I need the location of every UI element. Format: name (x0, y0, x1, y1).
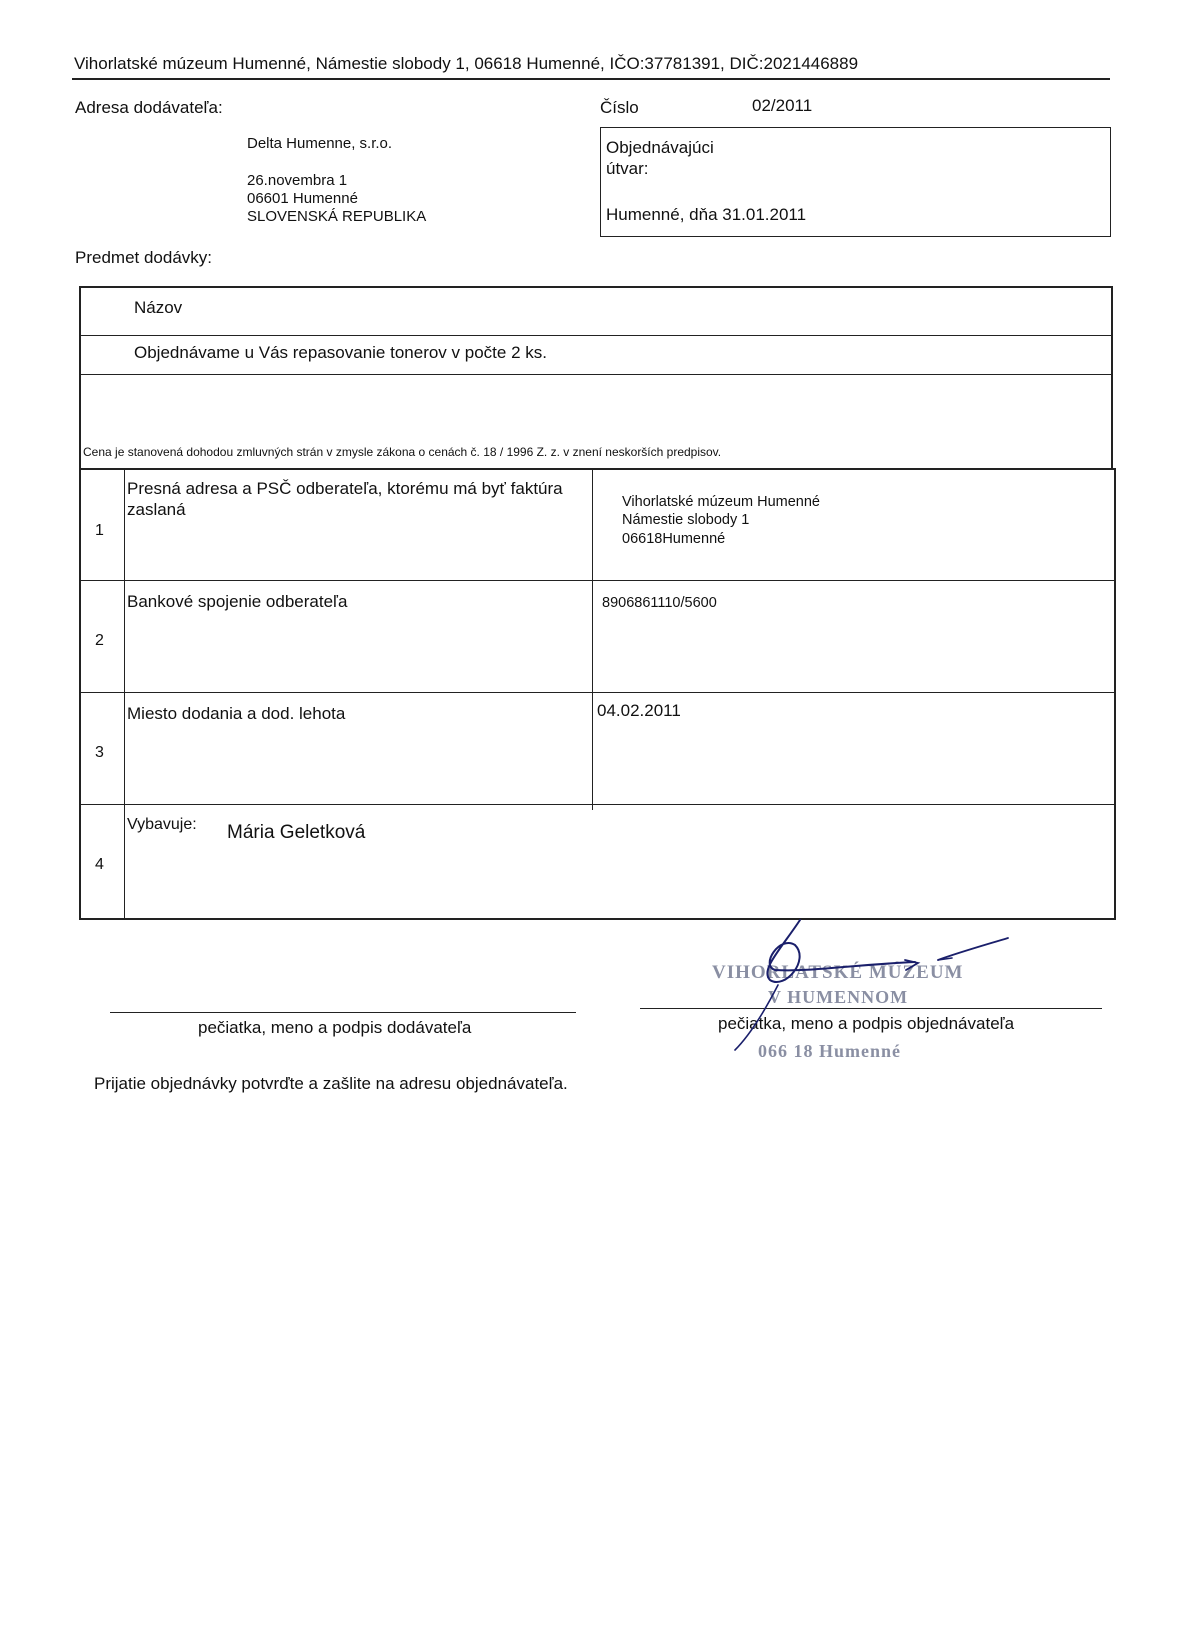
details-table (79, 468, 1116, 920)
supplier-signature-caption: pečiatka, meno a podpis dodávateľa (198, 1018, 472, 1037)
row-number: 1 (95, 522, 104, 539)
bank-account-label: Bankové spojenie odberateľa (127, 592, 348, 611)
invoice-address-line2: Námestie slobody 1 (622, 512, 750, 528)
handwritten-signature (700, 910, 1020, 1060)
stamp-line-3: 066 18 Humenné (758, 1041, 902, 1061)
supplier-name: Delta Humenne, s.r.o. (247, 135, 393, 152)
row-divider-1 (81, 580, 1114, 581)
handled-by-value: Mária Geletková (227, 822, 366, 843)
buyer-signature-caption: pečiatka, meno a podpis objednávateľa (718, 1014, 1015, 1033)
bank-account-value: 8906861110/5600 (602, 595, 717, 611)
row-number: 3 (95, 744, 104, 761)
row-number: 2 (95, 632, 104, 649)
order-number-label: Číslo (600, 98, 639, 117)
header-divider (72, 78, 1110, 80)
row-divider-3 (81, 804, 1114, 805)
department-label-line2: útvar: (606, 159, 649, 178)
number-column-divider (124, 470, 125, 918)
order-date: Humenné, dňa 31.01.2011 (606, 205, 807, 224)
supplier-address-label: Adresa dodávateľa: (75, 98, 223, 117)
ordering-department-box (600, 127, 1111, 237)
supplier-country: SLOVENSKÁ REPUBLIKA (247, 208, 427, 225)
stamp-line-2: V HUMENNOM (768, 987, 909, 1007)
subject-item-divider (81, 374, 1111, 375)
supplier-signature-line (110, 1012, 576, 1013)
delivery-place-label: Miesto dodania a dod. lehota (127, 704, 346, 723)
invoice-address-line3: 06618Humenné (622, 531, 726, 547)
invoice-address-line1: Vihorlatské múzeum Humenné (622, 494, 820, 510)
supplier-city: 06601 Humenné (247, 190, 358, 207)
subject-item-text: Objednávame u Vás repasovanie tonerov v počte 2 ks. (134, 343, 547, 362)
organization-header: Vihorlatské múzeum Humenné, Námestie slobody 1, 06618 Humenné, IČO:37781391, DIČ:2021446889 (74, 54, 859, 73)
subject-name-header: Názov (134, 298, 183, 317)
delivery-date-value: 04.02.2011 (597, 701, 681, 720)
subject-label: Predmet dodávky: (75, 248, 213, 267)
supplier-street: 26.novembra 1 (247, 172, 348, 189)
value-column-divider (592, 470, 593, 810)
stamp-line-1: VIHORLATSKÉ MÚZEUM (712, 962, 964, 983)
subject-table (79, 286, 1113, 470)
order-number-value: 02/2011 (752, 96, 813, 115)
handled-by-label: Vybavuje: (127, 816, 197, 833)
price-note: Cena je stanovená dohodou zmluvných strán v zmysle zákona o cenách č. 18 / 1996 Z. z. v znení neskorších predpisov. (83, 445, 722, 459)
row-divider-2 (81, 692, 1114, 693)
footer-note: Prijatie objednávky potvrďte a zašlite na adresu objednávateľa. (94, 1074, 568, 1093)
invoice-address-label: Presná adresa a PSČ odberateľa, ktorému má byť faktúra zaslaná (127, 479, 563, 519)
subject-header-divider (81, 335, 1111, 336)
row-number: 4 (95, 856, 104, 873)
department-label-line1: Objednávajúci (606, 138, 714, 157)
